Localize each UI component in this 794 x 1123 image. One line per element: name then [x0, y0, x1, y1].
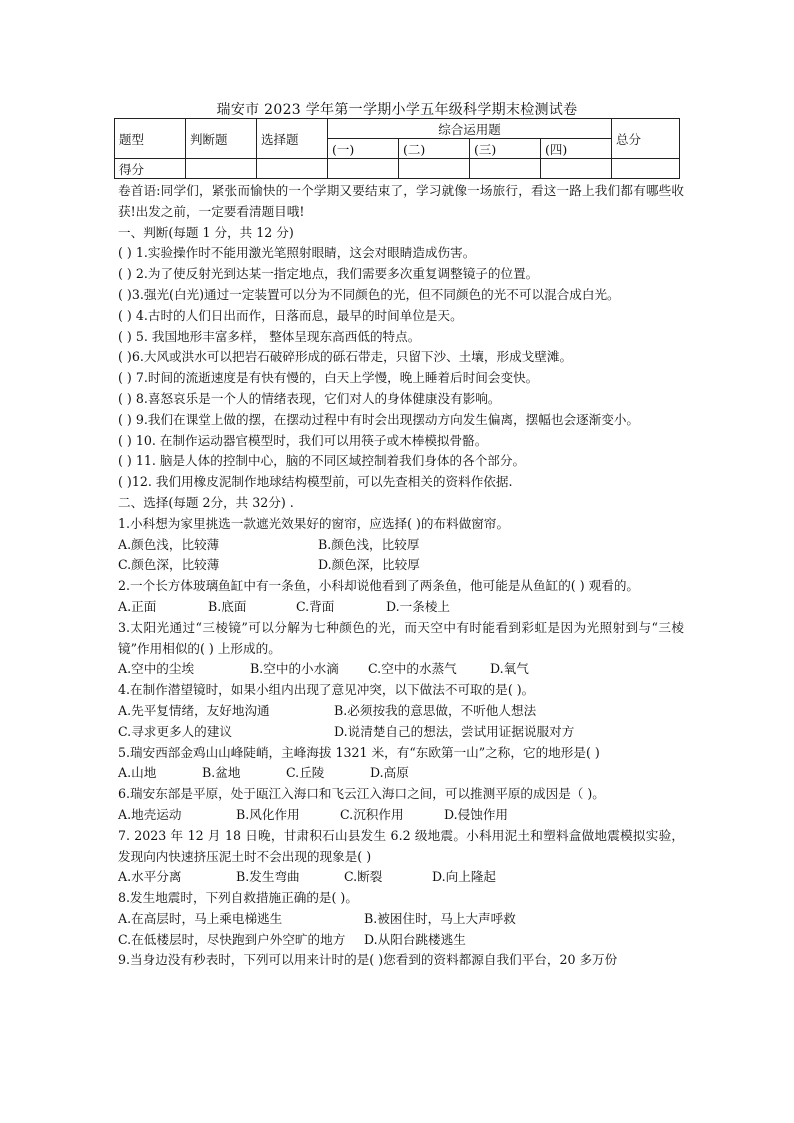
choice-q6-option-b[interactable]: B.风化作用	[236, 806, 300, 822]
judge-item-7: ( ) 7.时间的流逝速度是有快有慢的，白天上学慢，晚上睡着后时间会变快。	[118, 370, 539, 386]
score-table-score-label: 得分	[115, 159, 186, 179]
choice-q8-option-a[interactable]: A.在高层时，马上乘电梯逃生	[118, 910, 283, 926]
score-table-comp-header: 综合运用题	[328, 119, 612, 139]
choice-q5-options	[118, 763, 684, 784]
choice-q5-option-b[interactable]: B.盆地	[202, 765, 241, 781]
judge-item-11: ( ) 11. 脑是人体的控制中心，脑的不同区域控制着我们身体的各个部分。	[118, 453, 526, 469]
choice-q3-option-a[interactable]: A.空中的尘埃	[118, 661, 195, 677]
choice-q3-option-c[interactable]: C.空中的水蒸气	[368, 661, 457, 677]
choice-q1-option-a[interactable]: A.颜色浅，比较薄	[118, 536, 220, 552]
section-1-heading: 一、判断(每题 1 分，共 12 分)	[118, 224, 294, 240]
choice-q7-option-a[interactable]: A.水平分离	[118, 869, 182, 885]
score-table	[114, 118, 680, 179]
judge-item-2: ( ) 2.为了使反射光到达某一指定地点，我们需要多次重复调整镜子的位置。	[118, 266, 539, 282]
score-table-sub-1: (一)	[328, 139, 399, 159]
judge-item-8: ( ) 8.喜怒哀乐是一个人的情绪表现，它们对人的身体健康没有影响。	[118, 390, 501, 406]
score-table-sub-4: (四)	[541, 139, 612, 159]
choice-q2-option-b[interactable]: B.底面	[208, 598, 247, 614]
choice-q8-options-row-1	[118, 909, 684, 930]
choice-q8-options-row-2	[118, 930, 684, 951]
choice-q3-option-d[interactable]: D.氧气	[490, 661, 529, 677]
choice-q5-option-d[interactable]: D.高原	[370, 765, 409, 781]
judge-item-1: ( ) 1.实验操作时不能用激光笔照射眼睛，这会对眼睛造成伤害。	[118, 245, 476, 261]
judge-item-5: ( ) 5. 我国地形丰富多样， 整体呈现东高西低的特点。	[118, 328, 421, 344]
judge-item-12: ( )12. 我们用橡皮泥制作地球结构模型前，可以先查相关的资料作依据.	[118, 474, 513, 490]
intro-text: 卷首语:同学们，紧张而愉快的一个学期又要结束了，学习就像一场旅行，看这一路上我们都有哪些收获!出发之前，一定要看清题目哦!	[118, 183, 684, 219]
choice-q4-stem: 4.在制作潜望镜时，如果小组内出现了意见冲突，以下做法不可取的是( )。	[118, 682, 535, 698]
score-cell-comp-1[interactable]	[328, 159, 399, 179]
choice-q5-stem: 5.瑞安西部金鸡山山峰陡峭，主峰海拔 1321 米，有“东欧第一山”之称，它的地形是( )	[118, 744, 600, 760]
choice-q4-options-row-1	[118, 701, 684, 722]
section-2-heading: 二、选择(每题 2分，共 32分) .	[118, 494, 294, 510]
choice-q7-options	[118, 867, 684, 888]
score-cell-comp-2[interactable]	[399, 159, 470, 179]
choice-q6-options	[118, 805, 684, 826]
judge-item-10: ( ) 10. 在制作运动器官模型时，我们可以用筷子或木棒模拟骨骼。	[118, 432, 488, 448]
choice-q7-stem: 7. 2023 年 12 月 18 日晚，甘肃积石山县发生 6.2 级地震。小科用泥土和塑料盒做地震模拟实验，发现向内快速挤压泥土时不会出现的现象是( )	[118, 827, 684, 864]
choice-q5-option-c[interactable]: C.丘陵	[286, 765, 325, 781]
choice-q5-option-a[interactable]: A.山地	[118, 765, 157, 781]
choice-q2-option-d[interactable]: D.一条棱上	[386, 598, 451, 614]
choice-q8-stem: 8.发生地震时，下列自救措施正确的是( )。	[118, 890, 358, 906]
exam-body	[118, 181, 684, 971]
judge-item-9: ( ) 9.我们在课堂上做的摆，在摆动过程中有时会出现摆动方向发生偏离，摆幅也会逐渐变小。	[118, 411, 640, 427]
choice-q2-options	[118, 597, 684, 618]
score-cell-choice[interactable]	[257, 159, 328, 179]
choice-q1-options-row-2	[118, 555, 684, 576]
choice-q7-option-d[interactable]: D.向上隆起	[432, 869, 497, 885]
choice-q6-stem: 6.瑞安东部是平原，处于瓯江入海口和飞云江入海口之间，可以推测平原的成因是（ )。	[118, 786, 605, 802]
choice-q1-options-row-1	[118, 535, 684, 556]
choice-q6-option-c[interactable]: C.沉积作用	[340, 806, 404, 822]
choice-q9-stem: 9.当身边没有秒表时，下列可以用来计时的是( )您看到的资料都源自我们平台，20 多万份	[118, 952, 618, 968]
choice-q4-option-a[interactable]: A.先平复情绪，友好地沟通	[118, 702, 270, 718]
choice-q4-option-b[interactable]: B.必须按我的意思做，不听他人想法	[334, 702, 537, 718]
choice-q7-option-b[interactable]: B.发生弯曲	[236, 869, 300, 885]
choice-q3-options	[118, 659, 684, 680]
exam-title: 瑞安市 2023 学年第一学期小学五年级科学期末检测试卷	[216, 102, 578, 118]
judge-item-6: ( )6.大风或洪水可以把岩石破碎形成的砾石带走，只留下沙、土壤，形成戈壁滩。	[118, 349, 573, 365]
choice-q8-option-b[interactable]: B.被困住时，马上大声呼救	[364, 910, 516, 926]
score-cell-comp-3[interactable]	[470, 159, 541, 179]
choice-q8-option-d[interactable]: D.从阳台跳楼逃生	[364, 931, 466, 947]
score-cell-total[interactable]	[612, 159, 680, 179]
score-table-type-header: 题型	[115, 119, 186, 159]
score-table-total-header: 总分	[612, 119, 680, 159]
choice-q6-option-d[interactable]: D.侵蚀作用	[444, 806, 509, 822]
choice-q7-option-c[interactable]: C.断裂	[344, 869, 383, 885]
choice-q3-option-b[interactable]: B.空中的小水滴	[250, 661, 339, 677]
choice-q4-option-c[interactable]: C.寻求更多人的建议	[118, 723, 232, 739]
choice-q6-option-a[interactable]: A.地壳运动	[118, 806, 182, 822]
choice-q4-option-d[interactable]: D.说清楚自己的想法，尝试用证据说服对方	[334, 723, 575, 739]
judge-item-4: ( ) 4.古时的人们日出而作，日落而息，最早的时间单位是天。	[118, 307, 463, 323]
choice-q2-option-a[interactable]: A.正面	[118, 598, 157, 614]
score-table-sub-2: (二)	[399, 139, 470, 159]
choice-q2-option-c[interactable]: C.背面	[296, 598, 335, 614]
judge-item-3: ( )3.强光(白光)通过一定装置可以分为不同颜色的光，但不同颜色的光不可以混合成白光。	[118, 286, 620, 302]
choice-q1-option-b[interactable]: B.颜色浅，比较厚	[318, 536, 420, 552]
choice-q1-option-c[interactable]: C.颜色深，比较薄	[118, 557, 220, 573]
choice-q1-option-d[interactable]: D.颜色深，比较厚	[318, 557, 420, 573]
score-cell-judge[interactable]	[186, 159, 257, 179]
choice-q4-options-row-2	[118, 722, 684, 743]
score-table-choice-header: 选择题	[257, 119, 328, 159]
choice-q8-option-c[interactable]: C.在低楼层时，尽快跑到户外空旷的地方	[118, 931, 346, 947]
score-table-judge-header: 判断题	[186, 119, 257, 159]
choice-q1-stem: 1.小科想为家里挑选一款遮光效果好的窗帘，应选择( )的布料做窗帘。	[118, 515, 510, 531]
choice-q3-stem: 3.太阳光通过“三棱镜”可以分解为七种颜色的光，而天空中有时能看到彩虹是因为光照射到与“三棱镜”作用相似的( ) 上形成的。	[118, 619, 684, 656]
score-table-sub-3: (三)	[470, 139, 541, 159]
score-cell-comp-4[interactable]	[541, 159, 612, 179]
choice-q2-stem: 2.一个长方体玻璃鱼缸中有一条鱼，小科却说他看到了两条鱼，他可能是从鱼缸的( ) 观看的。	[118, 578, 640, 594]
